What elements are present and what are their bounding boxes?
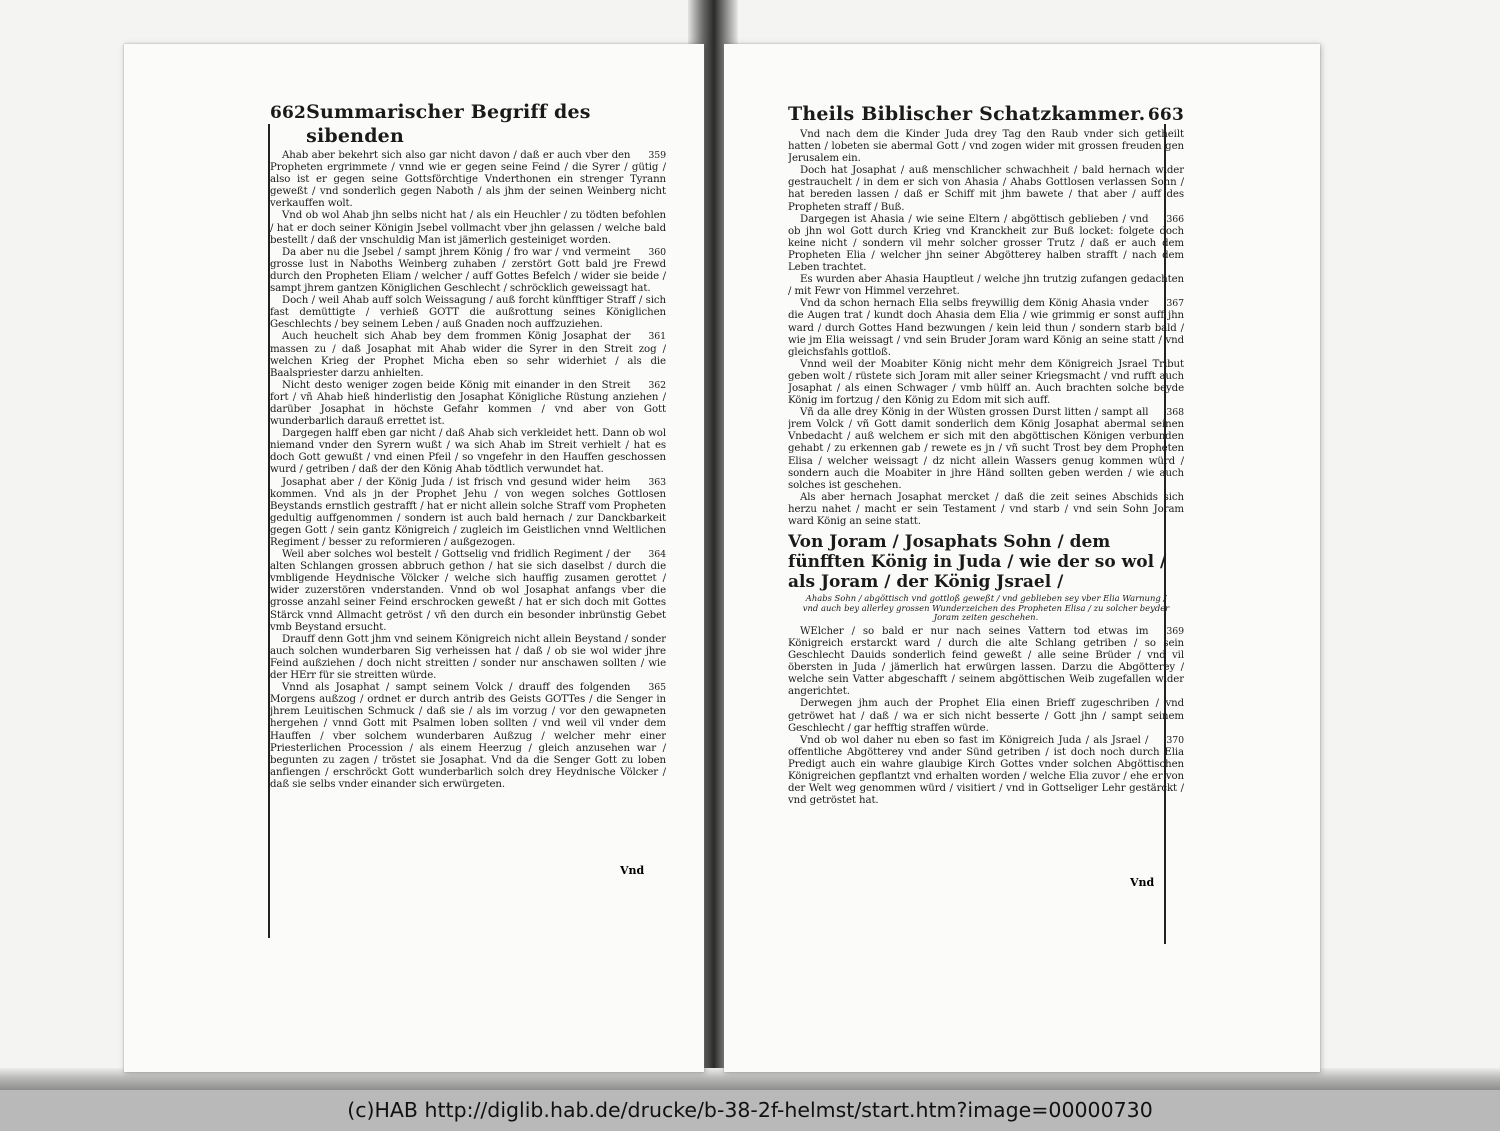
verse-number: 364 [648, 549, 666, 561]
paragraph-text: Drauff denn Gott jhm vnd seinem Königreich nicht allein Beystand / sonder auch solchen wunderbaren Sig verheissen hat / daß / ob sie wol wider jhre Feind außziehen / doch nicht streitten / sonder nur anschawen sollten / wie der HErr für sie streitten würde. [270, 633, 666, 682]
paragraph-text: Vnd ob wol daher nu eben so fast im Königreich Juda / als Jsrael / offentliche Abgötterey vnd ander Sünd getriben / ist doch noch durch Elia Predigt auch ein wahre glaubige Kirch Gottes vnder solchen Abgöttischen Königreichen gepflantzt vnd erhalten worden / welche Elia zuvor / ehe er von der Welt weg genommen würd / visitiert / vnd in Gottseliger Lehr gestärckt / vnd getröstet hat. [788, 734, 1184, 807]
left-page [124, 44, 704, 1072]
paragraph [270, 331, 666, 379]
verse-number: 362 [648, 379, 666, 391]
left-page-body [270, 150, 666, 791]
paragraph [270, 380, 666, 428]
paragraph [270, 295, 666, 331]
verse-number: 360 [648, 246, 666, 258]
paragraph [788, 298, 1184, 358]
right-page-body-continued [788, 626, 1184, 807]
paragraph-text: Ahab aber bekehrt sich also gar nicht davon / daß er auch vber den Propheten ergrimmete / vnnd wie er gegen seine Feind / die Syrer / gütig / also ist er gegen seine Gottsförchtige Vnderthonen ein strenger Tyrann geweßt / vnd sonderlich gegen Naboth / als jhm der seinen Weinberg nicht verkauffen wolt. [270, 150, 666, 210]
verse-number: 370 [1166, 734, 1184, 746]
verse-number: 368 [1166, 407, 1184, 419]
right-page-body [788, 129, 1184, 528]
paragraph [788, 214, 1184, 274]
paragraph [788, 407, 1184, 492]
paragraph [270, 150, 666, 210]
paragraph-text: Derwegen jhm auch der Prophet Elia einen Brieff zugeschriben / vnd getröwet hat / daß / wa er sich nicht besserte / Gott jhn / sampt seinem Geschlecht / gar hefftig straffen würde. [788, 698, 1184, 734]
paragraph [788, 735, 1184, 808]
verse-number: 359 [648, 150, 666, 161]
paragraph-text: Vnnd als Josaphat / sampt seinem Volck / drauff des folgenden Morgens außzog / ordnet er durch antrib des Geists GOTTes / die Senger in jhrem Leuitischen Schmuck / daß sie / als im vorzug / vor den gewapneten hergehen / vnnd Gott mit Psalmen loben sollten / vnd weil vil vnder dem Hauffen / vber solchem wunderbaren Außzug / welcher mehr einer Priesterlichen Procession / als einem Heerzug / gleich anzusehen war / begunten zu zagen / tröstet sie Josaphat. Vnd da die Senger Gott zu loben anfiengen / erschröckt Gott wunderbarlich solch drey Heydnische Völcker / daß sie selbs vnder einander sich erwürgeten. [270, 682, 666, 790]
section-subheading: Ahabs Sohn / abgöttisch vnd gottloß geweßt / vnd geblieben sey vber Elia Warnung / vnd auch bey allerley grossen Wunderzeichen des Propheten Elisa / zu solcher beyder Joram zeiten geschehen. [802, 593, 1170, 623]
paragraph-text: Doch / weil Ahab auff solch Weissagung / auß forcht künfftiger Straff / sich fast demüttigte / verhieß GOTT die außrottung seines Königlichen Geschlechts / bey seinem Leben / auß Gnaden noch auffzuziehen. [270, 295, 666, 331]
paragraph-text: Josaphat aber / der König Juda / ist frisch vnd gesund wider heim kommen. Vnd als jn der Prophet Jehu / von wegen solches Gottlosen Beystands ernstlich gestrafft / hat er nicht allein solche Straff vom Propheten gedultig auffgenommen / sondern ist auch bald hernach / zur Danckbarkeit gegen Gott / sein gantz Königreich / zugleich im Geistlichen vnnd Weltlichen Regiment / besser zu reformieren / außgezogen. [270, 476, 666, 548]
right-page-text-block [788, 102, 1184, 952]
source-url-footer: (c)HAB http://diglib.hab.de/drucke/b-38-2f-helmst/start.htm?image=00000730 [0, 1090, 1500, 1131]
paragraph-text: Nicht desto weniger zogen beide König mit einander in den Streit fort / vñ Ahab hieß hinderlistig den Josaphat Königliche Rüstung anziehen / darüber Josaphat in höchste Gefahr kommen / vnd aber von Gott wunderbarlich darauß errettet ist. [270, 379, 666, 428]
right-catchword: Vnd [1130, 876, 1155, 889]
left-catchword: Vnd [620, 864, 645, 877]
paragraph-text: Vnd da schon hernach Elia selbs freywillig dem König Ahasia vnder die Augen trat / kundt doch Ahasia dem Elia / wie grimmig er sonst auff jhn ward / durch Gottes Hand bezwungen / kein leid thun / sondern starb bald / wie jm Elia weissagt / vnd sein Bruder Joram ward König an seine statt / vnd gleichsfahls gottloß. [788, 298, 1184, 358]
verse-number: 361 [648, 331, 666, 343]
left-page-header [270, 100, 666, 148]
paragraph [788, 492, 1184, 528]
paragraph-text: Es wurden aber Ahasia Hauptleut / welche jhn trutzig zufangen gedachten / mit Fewr von Himmel verzehret. [788, 274, 1184, 298]
paragraph-text: Da aber nu die Jsebel / sampt jhrem König / fro war / vnd vermeint grosse lust in Naboths Weinberg zuhaben / zerstört Gott bald jre Frewd durch den Propheten Eliam / welcher / auff Gottes Befelch / wider sie beide / sampt jhrem gantzen Königlichen Geschlecht / schröcklich geweissagt hat. [270, 246, 666, 295]
paragraph [270, 210, 666, 246]
paragraph [788, 626, 1184, 699]
paragraph [270, 428, 666, 476]
verse-number: 365 [648, 682, 666, 694]
paragraph [270, 682, 666, 791]
left-page-running-title: Summarischer Begriff des sibenden [306, 101, 591, 147]
paragraph-text: Auch heuchelt sich Ahab bey dem frommen König Josaphat der massen zu / daß Josaphat mit Ahab wider die Syrer in den Streit zog / welchen Krieg der Prophet Micha eben so sehr widerhiet / als die Baalspriester darzu anhielten. [270, 331, 666, 379]
paragraph [270, 549, 666, 634]
paragraph-text: Vnnd weil der Moabiter König nicht mehr dem Königreich Jsrael Tribut geben wolt / rüstete sich Joram mit aller seiner Kriegsmacht / vnd rufft auch Josaphat / als einen Schwager / vmb hülff an. Auch brachten solche beyde König im fortzug / den König zu Edom mit sich auff. [788, 358, 1184, 407]
paragraph-text: Dargegen ist Ahasia / wie seine Eltern / abgöttisch geblieben / vnd ob jhn wol Gott durch Krieg vnd Kranckheit zur Buß locket: folgete doch keine nicht / sondern vil mehr solcher grosser Trutz / daß er auch dem Propheten Elia / welcher jhn seiner Abgötterey halben strafft / nach dem Leben trachtet. [788, 213, 1184, 274]
paragraph-text: Doch hat Josaphat / auß menschlicher schwachheit / bald hernach wider gestrauchelt / in dem er sich von Ahasia / Ahabs Gottlosen verlassen Sohn / hat bereden lassen / daß er Schiff mit jhm bawete / that aber / auff des Propheten straff / Buß. [788, 165, 1184, 213]
right-page-running-title: Theils Biblischer Schatzkammer. [788, 103, 1146, 125]
verse-number: 366 [1166, 213, 1184, 225]
paragraph [788, 359, 1184, 407]
paragraph-text: Vñ da alle drey König in der Wüsten grossen Durst litten / sampt all jrem Volck / vñ Gott damit sonderlich dem König Josaphat abermal seinen Vnbedacht / auß welchem er sich mit den abgöttischen Königen verbunden gehabt / zu erkennen gab / rewete es jn / vñ sucht Trost bey dem Propheten Elisa / welcher weissagt / dz nicht allein Wassers genug kommen würd / sondern auch die Moabiter in jhre Händ sollten geben werden / wie auch solches ist geschehen. [788, 407, 1184, 491]
paragraph-text: Vnd nach dem die Kinder Juda drey Tag den Raub vnder sich getheilt hatten / lobeten sie abermal Gott / vnd zogen wider mit grossen freuden gen Jerusalem ein. [788, 129, 1184, 165]
paragraph [788, 274, 1184, 298]
paragraph [788, 129, 1184, 165]
right-page-number: 663 [1147, 105, 1184, 125]
paragraph [270, 247, 666, 295]
right-page [724, 44, 1320, 1072]
right-page-header [788, 102, 1184, 127]
paragraph-text: Weil aber solches wol bestelt / Gottselig vnd fridlich Regiment / der alten Schlangen grossen abbruch gethon / hat sie sich daselbst / durch die vmbligende Heydnische Völcker / welche sich hauffig zusamen gerottet / wider zuzerstören vnderstanden. Vnnd ob wol Josaphat anfangs vber die grosse anzahl seiner Feind erschrocken geweßt / hat er sich doch mit Gottes Stärck vnnd Allmacht getröst / vñ den durch ein besonder inbrünstig Gebet vmb Beystand ersucht. [270, 549, 666, 633]
left-page-text-block [270, 100, 666, 940]
paragraph-text: Vnd ob wol Ahab jhn selbs nicht hat / als ein Heuchler / zu tödten befohlen / hat er doch seiner Königin Jsebel vollmacht vber jhn gelassen / welche bald bestellt / daß der vnschuldig Man ist jämerlich gesteiniget worden. [270, 210, 666, 246]
paragraph [788, 698, 1184, 734]
verse-number: 363 [648, 476, 666, 488]
left-page-number: 662 [270, 103, 307, 123]
paragraph [270, 477, 666, 550]
paragraph-text: WElcher / so bald er nur nach seines Vattern tod etwas im Königreich erstarckt ward / durch die alte Schlang getriben / so sein Geschlecht Dauids sonderlich feind geweßt / alle seine Brüder / vnd vil öbersten in Juda / jämerlich hat erwürgen lassen. Darzu die Abgötterey / welche sein Vatter abgeschafft / seinem abgöttischen Weib zugefallen wider angerichtet. [788, 625, 1184, 698]
paragraph-text: Dargegen halff eben gar nicht / daß Ahab sich verkleidet hett. Dann ob wol niemand vnder den Syrern wußt / wa sich Ahab im Streit verhielt / hat es doch Gott gewußt / vnd einen Pfeil / so vngefehr in den Hauffen geschossen wurd / getriben / daß der den König Ahab tödtlich verwundet hat. [270, 428, 666, 476]
section-heading: Von Joram / Josaphats Sohn / dem fünfften König in Juda / wie der so wol / als Joram / der König Jsrael / [788, 532, 1167, 593]
verse-number: 369 [1166, 625, 1184, 637]
paragraph [270, 634, 666, 682]
paragraph [788, 165, 1184, 213]
verse-number: 367 [1166, 298, 1184, 310]
paragraph-text: Als aber hernach Josaphat mercket / daß die zeit seines Abschids sich herzu nahet / macht er sein Testament / vnd starb / vnd sein Sohn Joram ward König an seine statt. [788, 491, 1184, 527]
